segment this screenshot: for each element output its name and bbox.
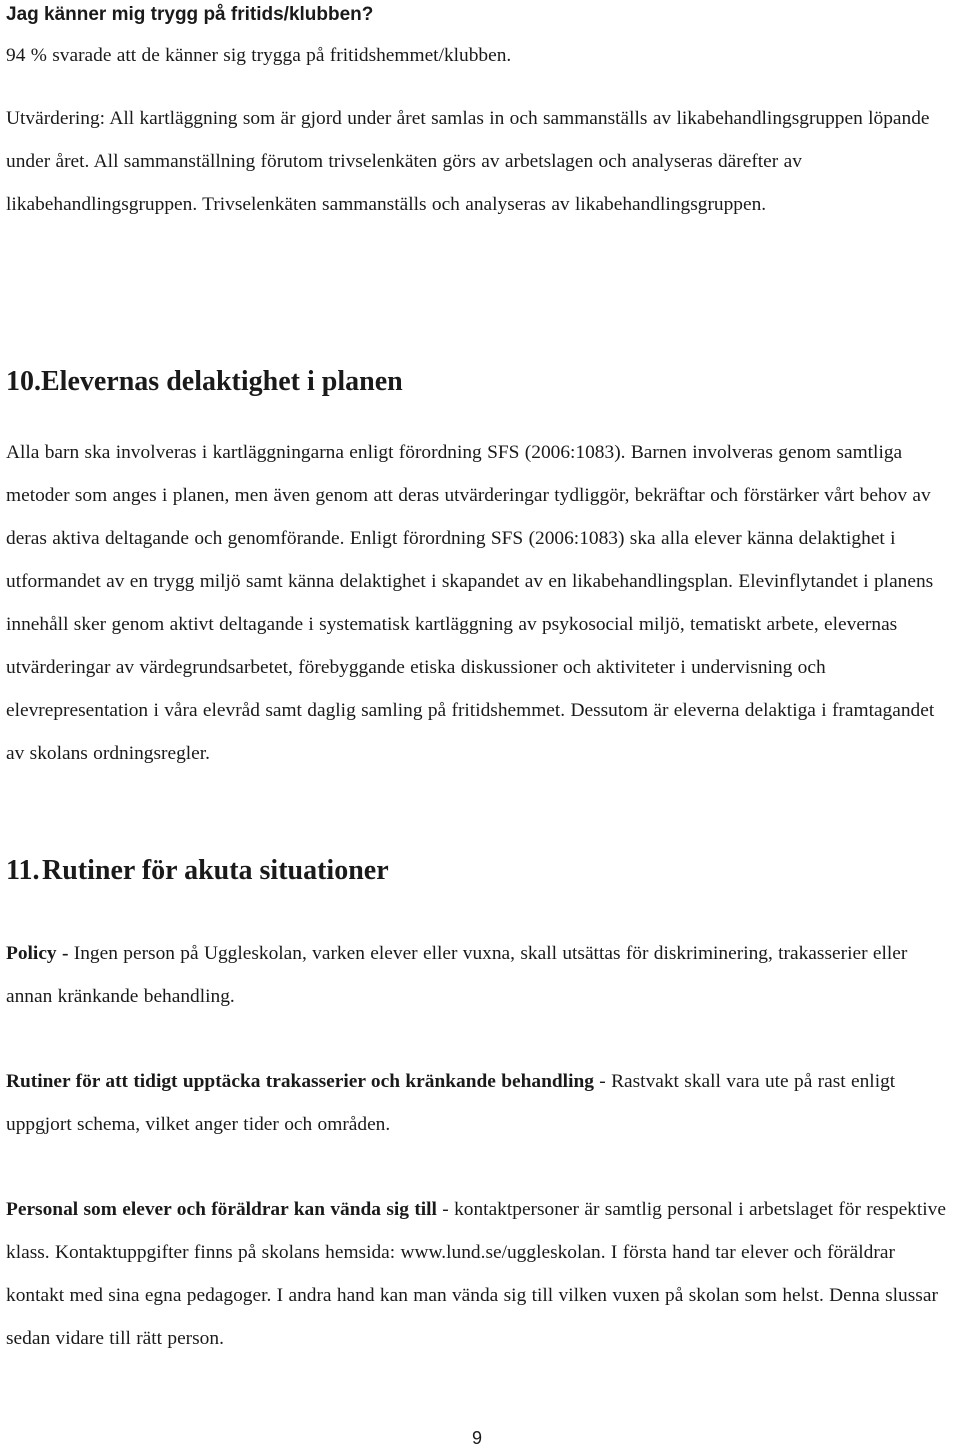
contacts-paragraph <box>6 1188 952 1360</box>
section-11-title: Rutiner för akuta situationer <box>42 855 389 886</box>
survey-result: 94 % svarade att de känner sig trygga på fritidshemmet/klubben. <box>6 45 512 66</box>
routines-text: - Rastvakt skall vara ute på rast enligt uppgjort schema, vilket anger tider och områden. <box>6 1071 896 1135</box>
section-10-body: Alla barn ska involveras i kartläggningarna enligt förordning SFS (2006:1083). Barnen involveras genom samtliga metoder som anges i planen, men även genom att deras utvärderingar tydliggör, bekräftar och förstärker vårt behov av deras aktiva deltagande och genomförande. Enligt förordning SFS (2006:1083) ska alla elever känna delaktighet i utformandet av en trygg miljö samt känna delaktighet i skapandet av en likabehandlingsplan. Elevinflytandet i planens innehåll sker genom aktivt deltagande i systematisk kartläggning av psykosocial miljö, tematiskt arbete, elevernas utvärderingar av värdegrundsarbetet, förebyggande etiska diskussioner och aktiviteter i undervisning och elevrepresentation i våra elevråd samt daglig samling på fritidshemmet. Dessutom är eleverna delaktiga i framtagandet av skolans ordningsregler. <box>6 442 935 764</box>
routines-lead: Rutiner för att tidigt upptäcka trakasserier och kränkande behandling <box>6 1071 594 1092</box>
evaluation-paragraph: Utvärdering: All kartläggning som är gjord under året samlas in och sammanställs av likabehandlingsgruppen löpande under året. All sammanställning förutom trivselenkäten görs av arbetslagen och analyseras därefter av likabehandlingsgruppen. Trivselenkäten sammanställs och analyseras av likabehandlingsgruppen. <box>6 108 930 215</box>
section-10-number: 10. <box>6 366 41 397</box>
routines-paragraph <box>6 1060 952 1146</box>
section-10-title: Elevernas delaktighet i planen <box>41 366 403 397</box>
question-heading: Jag känner mig trygg på fritids/klubben? <box>6 4 374 25</box>
contacts-lead: Personal som elever och föräldrar kan vända sig till <box>6 1199 437 1220</box>
section-10-heading <box>6 362 403 402</box>
policy-text: Ingen person på Uggleskolan, varken elever eller vuxna, skall utsättas för diskriminering, trakasserier eller annan kränkande behandling. <box>6 943 908 1007</box>
section-11-number: 11. <box>6 855 40 886</box>
policy-lead: Policy - <box>6 943 69 964</box>
contacts-text: - kontaktpersoner är samtlig personal i arbetslaget för respektive klass. Kontaktuppgifter finns på skolans hemsida: www.lund.se/uggleskolan. I första hand tar elever och föräldrar kontakt med sina egna pedagoger. I andra hand kan man vända sig till vilken vuxen på skolan som helst. Denna slussar sedan vidare till rätt person. <box>6 1199 946 1349</box>
page-number: 9 <box>472 1428 483 1448</box>
section-11-heading <box>6 851 389 891</box>
policy-paragraph <box>6 932 952 1018</box>
